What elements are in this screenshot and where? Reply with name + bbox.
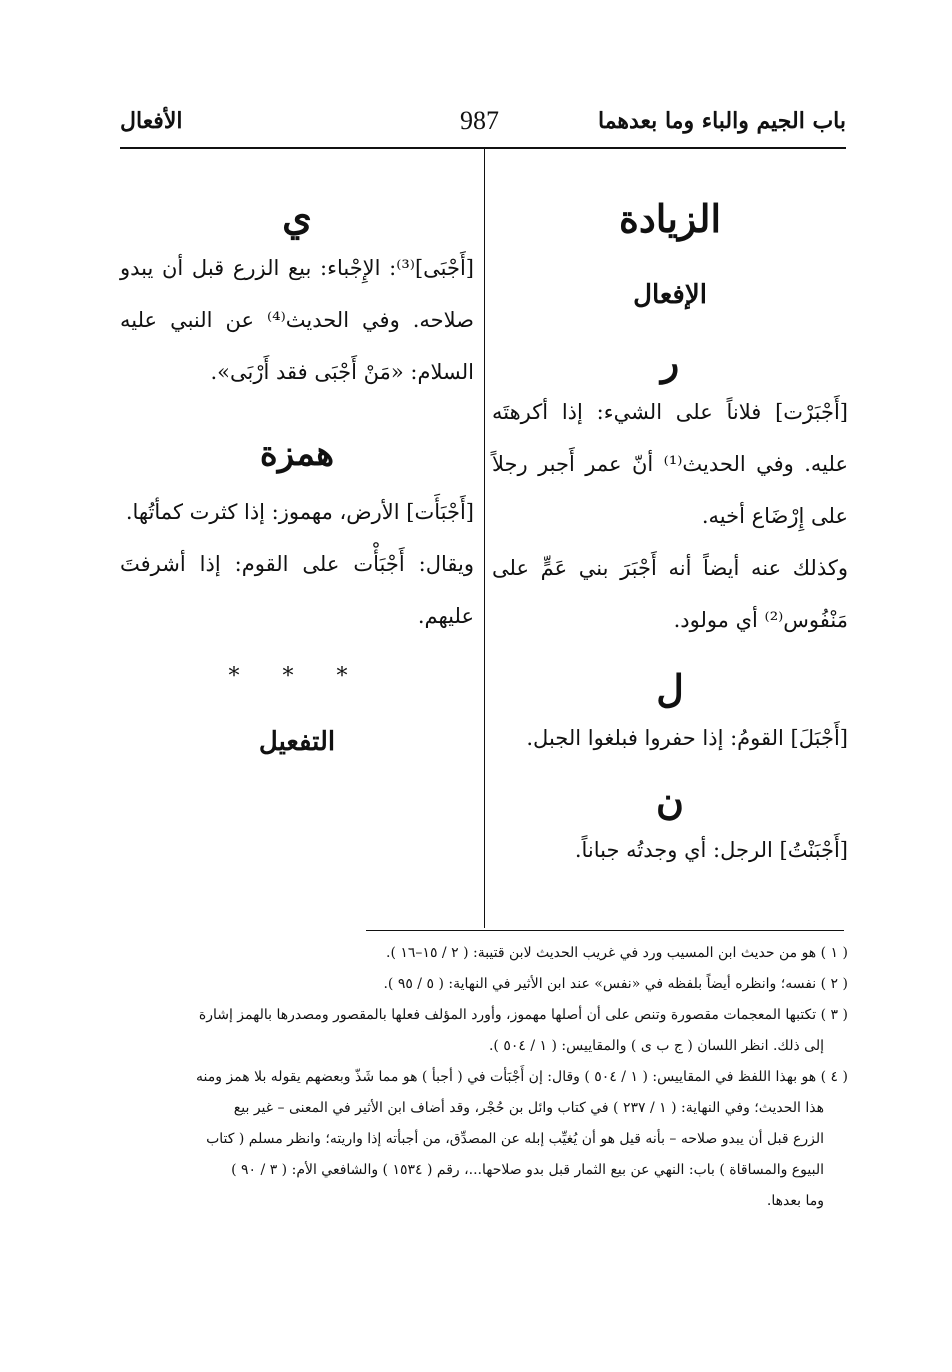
chapter-title: باب الجيم والباء وما بعدهما <box>597 108 846 134</box>
right-column <box>492 150 848 876</box>
entry-ajbar-2: وكذلك عنه أيضاً أنه أَجْبَرَ بني عَمٍّ على مَنْفُوس⁽²⁾ أي مولود. <box>492 556 848 633</box>
entry-ajbart: [أَجْبَرْت] فلاناً على الشيء: إذا أكرهتَه عليه. وفي الحديث⁽¹⁾ أنّ عمر أَجبر رجلاً على إِرْضَاع أخيه. <box>492 400 848 529</box>
footnotes <box>120 938 848 1217</box>
column-divider <box>484 148 485 928</box>
footnote-1: ( ١ ) هو من حديث ابن المسيب ورد في غريب الحديث لابن قتيبة: ( ٢ / ١٥–١٦ ). <box>386 945 848 961</box>
header-rule <box>120 147 846 149</box>
footnote-4: ( ٤ ) هو بهذا اللفظ في المقاييس: ( ١ / ٥٠٤ ) وقال: إن أَجْبَأت في ( أجبأ ) هو مما شَذّ وبعضهم يقوله بلا همز ومنه <box>196 1069 848 1085</box>
entry-ajbant: [أَجْبَنْتُ] الرجل: أي وجدتُه جباناً. <box>574 837 848 862</box>
letter-heading-n: ن <box>656 777 684 823</box>
entry-ajba: [أَجْبَى]⁽³⁾: الإِجْباء: بيع الزرع قبل أن يبدو صلاحه. وفي الحديث⁽⁴⁾ عن النبي عليه السلام: «مَنْ أَجْبَى فقد أَرْبَى». <box>120 255 474 384</box>
footnote-3-continued: إلى ذلك. انظر اللسان ( ج ب ى ) والمقاييس: ( ١ / ٥٠٤ ). <box>488 1038 824 1054</box>
subsection-title: الإفعال <box>633 279 707 310</box>
footnote-4-line-4: البيوع والمساقاة ) باب: النهي عن بيع الثمار قبل بدو صلاحها...، رقم ( ١٥٣٤ ) والشافعي الأم: ( ٣ / ٩٠ ) <box>231 1162 824 1178</box>
letter-heading-y: ي <box>282 194 312 239</box>
footnote-4-line-2: هذا الحديث؛ وفي النهاية: ( ١ / ٢٣٧ ) في كتاب وائل بن حُجْر، وقد أضاف ابن الأثير في المعنى – غير بيع <box>233 1100 824 1116</box>
next-section-title: التفعيل <box>258 727 336 758</box>
letter-heading-l: ل <box>656 666 684 712</box>
footnote-2: ( ٢ ) نفسه؛ وانظره أيضاً بلفظه في «نفس» عند ابن الأثير في النهاية: ( ٥ / ٩٥ ). <box>383 976 848 992</box>
footnote-3: ( ٣ ) تكتبها المعجمات مقصورة وتنص على أن أصلها مهموز، وأورد المؤلف فعلها بالمقصور ومصدرها بالهمز إشارة <box>198 1007 848 1023</box>
hamza-heading: همزة <box>259 433 335 474</box>
page-header <box>120 100 846 150</box>
entry-ajbaat: [أَجْبَأَت] الأرض، مهموز: إذا كثرت كمأتُها. <box>125 500 474 525</box>
entry-ajbal: [أَجْبَلَ] القومُ: إذا حفروا فبلغوا الجبل. <box>526 725 848 750</box>
letter-heading-r: ر <box>660 338 680 384</box>
section-separator-stars: * * * <box>228 664 366 690</box>
section-title: الزيادة <box>618 196 722 241</box>
footnote-4-line-5: وما بعدها. <box>766 1193 824 1209</box>
page-number: 987 <box>460 106 499 135</box>
footnote-4-line-3: الزرع قبل أن يبدو صلاحه – بأنه قيل هو أن يُغيِّب إبله عن المصدِّق، من أجبأته إذا واريته؛ وانظر مسلم ( كتاب <box>206 1131 824 1147</box>
entry-ajbaat-2: ويقال: أَجْبَأْت على القوم: إذا أشرفتَ عليهم. <box>120 552 474 629</box>
left-column <box>120 150 474 759</box>
section-running-title: الأفعال <box>120 108 183 134</box>
footnote-rule <box>366 930 844 931</box>
